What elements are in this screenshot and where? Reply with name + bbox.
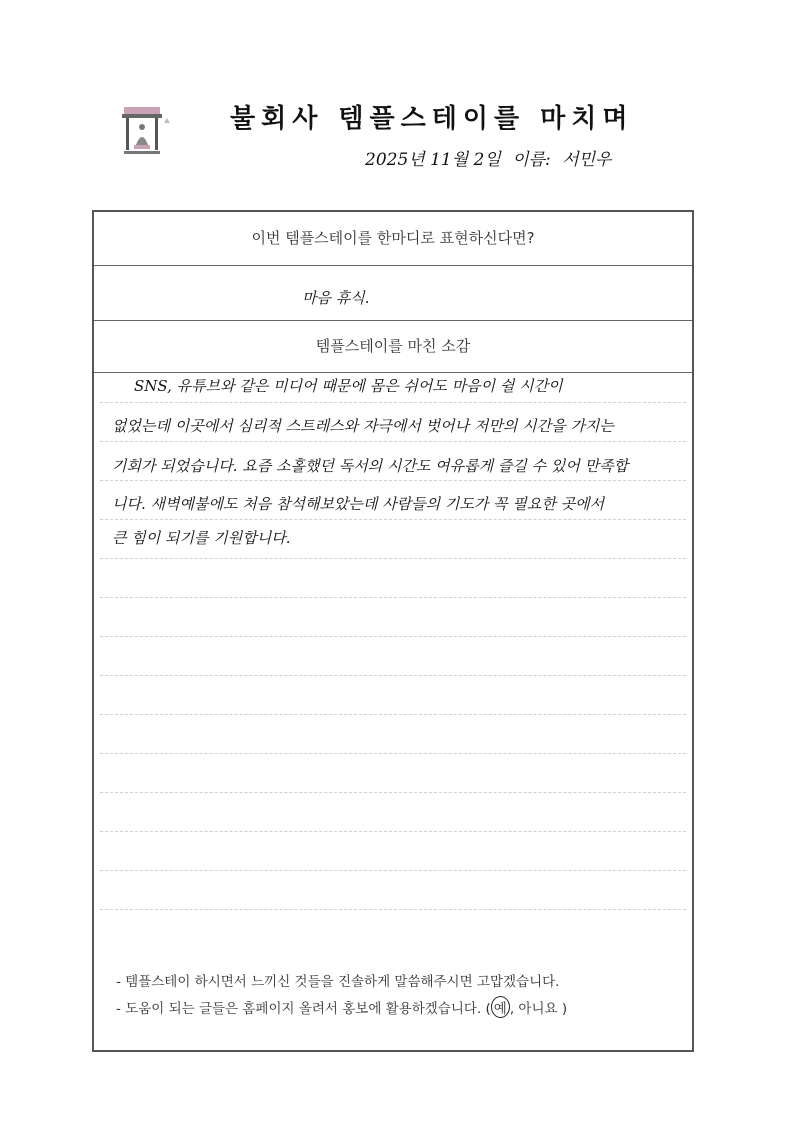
ruled-line — [100, 753, 686, 754]
ruled-line — [100, 597, 686, 598]
question-two-header: 템플스테이를 마친 소감 — [94, 320, 692, 373]
ruled-line — [100, 519, 686, 520]
ruled-line — [100, 792, 686, 793]
name-value: 서민우 — [562, 150, 612, 170]
consent-yes-circled: 예 — [491, 996, 510, 1018]
document-title: 불회사 템플스테이를 마치며 — [230, 104, 634, 134]
ruled-line — [100, 870, 686, 871]
ruled-line — [100, 831, 686, 832]
date: 2025년 11월 2일 — [365, 150, 501, 170]
instruction-note: - 템플스테이 하시면서 느끼신 것들을 진솔하게 말씀해주시면 고맙겠습니다. — [116, 974, 560, 990]
essay-line: 기회가 되었습니다. 요즘 소홀했던 독서의 시간도 여유롭게 즐길 수 있어 만족합 — [112, 457, 629, 475]
temple-buddha-logo — [120, 103, 175, 158]
consent-no: , 아니요 ) — [509, 1001, 568, 1017]
question-one-header: 이번 템플스테이를 한마디로 표현하신다면? — [94, 212, 692, 266]
essay-line: 니다. 새벽예불에도 처음 참석해보았는데 사람들의 기도가 꼭 필요한 곳에서 — [112, 495, 605, 513]
essay-line: 큰 힘이 되기를 기원합니다. — [112, 529, 291, 547]
ruled-line — [100, 909, 686, 910]
ruled-line — [100, 636, 686, 637]
ruled-line — [100, 480, 686, 481]
ruled-line — [100, 675, 686, 676]
name-label: 이름: — [512, 150, 551, 170]
ruled-line — [100, 714, 686, 715]
ruled-line — [100, 558, 686, 559]
consent-note — [116, 996, 567, 1018]
consent-text: - 도움이 되는 글들은 홈페이지 올려서 홍보에 활용하겠습니다. ( — [116, 1001, 491, 1017]
essay-line: 없었는데 이곳에서 심리적 스트레스와 자극에서 벗어나 저만의 시간을 가지는 — [112, 417, 614, 435]
ruled-line — [100, 402, 686, 403]
ruled-line — [100, 441, 686, 442]
answer-one-row — [94, 265, 692, 321]
form-box — [92, 210, 694, 1052]
answer-one: 마음 휴식. — [302, 289, 370, 307]
date-name-line — [365, 145, 617, 170]
essay-line: SNS, 유튜브와 같은 미디어 때문에 몸은 쉬어도 마음이 쉴 시간이 — [134, 377, 563, 395]
